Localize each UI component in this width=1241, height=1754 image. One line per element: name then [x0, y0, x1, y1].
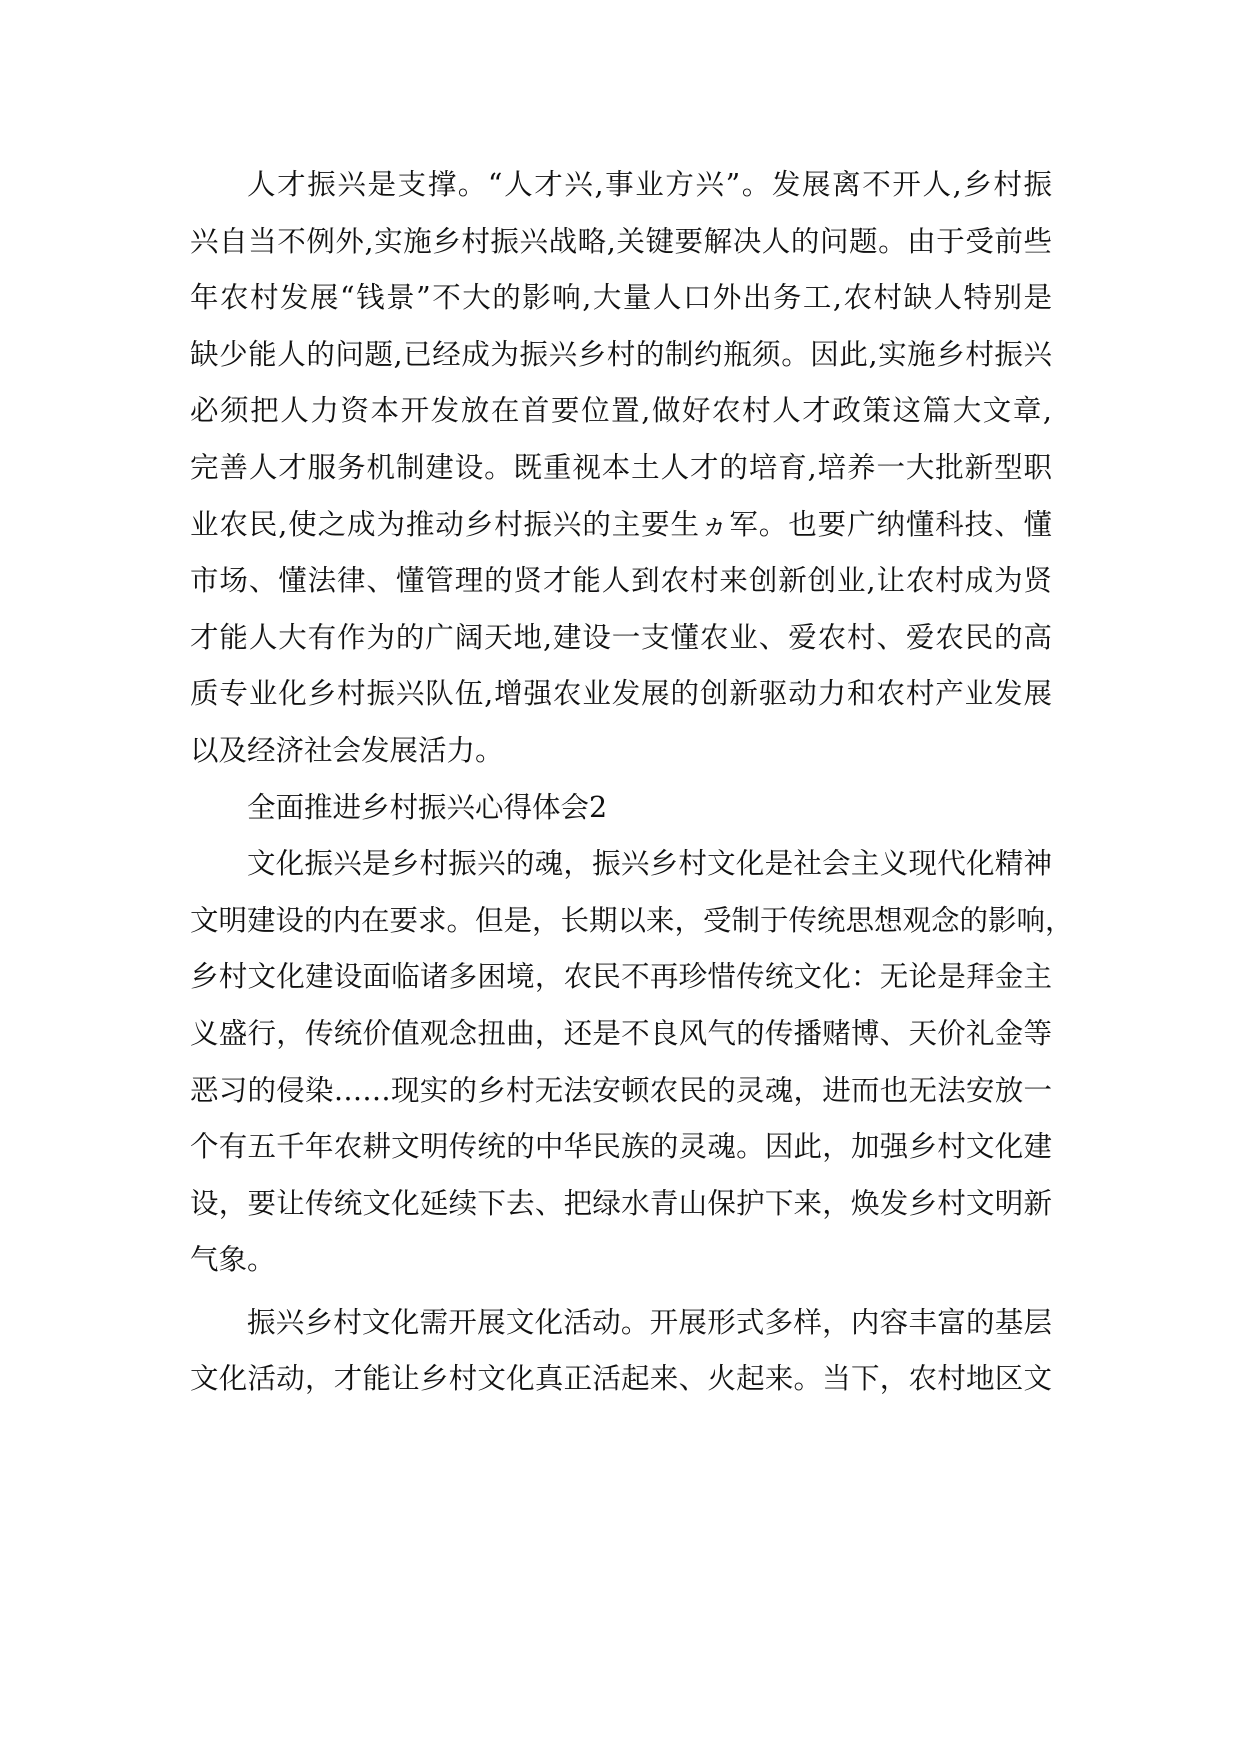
paragraph-line: 完善人才服务机制建设。既重视本土人才的培育,培养一大批新型职: [190, 450, 1052, 484]
paragraph-line: 振兴乡村文化需开展文化活动。开展形式多样，内容丰富的基层: [247, 1305, 1052, 1339]
paragraph-line: 以及经济社会发展活力。: [190, 733, 504, 767]
document-body: [190, 157, 1074, 1408]
paragraph-cultural-revitalization: [190, 836, 1074, 1289]
paragraph-line: 才能人大有作为的广阔天地,建设一支懂农业、爱农村、爱农民的高: [190, 620, 1052, 654]
paragraph-line: 个有五千年农耕文明传统的中华民族的灵魂。因此，加强乡村文化建: [190, 1130, 1052, 1164]
paragraph-line: 文化活动，才能让乡村文化真正活起来、火起来。当下，农村地区文: [190, 1362, 1052, 1396]
paragraph-line: 业农民,使之成为推动乡村振兴的主要生ヵ军。也要广纳懂科技、懂: [190, 507, 1052, 541]
paragraph-line: 设，要让传统文化延续下去、把绿水青山保护下来，焕发乡村文明新: [190, 1186, 1052, 1220]
paragraph-line: 义盛行，传统价值观念扭曲，还是不良风气的传播赌博、天价礼金等: [190, 1016, 1052, 1050]
paragraph-line: 乡村文化建设面临诸多困境，农民不再珍惜传统文化：无论是拜金主: [190, 960, 1052, 994]
paragraph-cultural-activities: [190, 1295, 1052, 1408]
paragraph-line: 缺少能人的问题,已经成为振兴乡村的制约瓶须。因此,实施乡村振兴: [190, 337, 1052, 371]
paragraph-line: 年农村发展“钱景”不大的影响,大量人口外出务工,农村缺人特别是: [190, 281, 1052, 315]
paragraph-line: 文明建设的内在要求。但是，长期以来，受制于传统思想观念的影响，: [190, 903, 1074, 937]
paragraph-line: 兴自当不例外,实施乡村振兴战略,关键要解决人的问题。由于受前些: [190, 224, 1052, 258]
paragraph-line: 质专业化乡村振兴队伍,增强农业发展的创新驱动力和农村产业发展: [190, 677, 1052, 711]
paragraph-line: 文化振兴是乡村振兴的魂，振兴乡村文化是社会主义现代化精神: [247, 847, 1052, 881]
paragraph-line: 气象。: [190, 1243, 276, 1277]
section-heading: 全面推进乡村振兴心得体会2: [247, 790, 608, 824]
paragraph-line: 人才振兴是支撑。“人才兴,事业方兴”。发展离不开人,乡村振: [247, 168, 1052, 201]
paragraph-line: 市场、懂法律、懂管理的贤才能人到农村来创新创业,让农村成为贤: [190, 564, 1052, 598]
paragraph-line: 恶习的侵染……现实的乡村无法安顿农民的灵魂，进而也无法安放一: [190, 1073, 1052, 1107]
paragraph-talent-revitalization: [190, 157, 1052, 780]
paragraph-line: 必须把人力资本开发放在首要位置,做好农村人才政策这篇大文章,: [190, 394, 1052, 428]
